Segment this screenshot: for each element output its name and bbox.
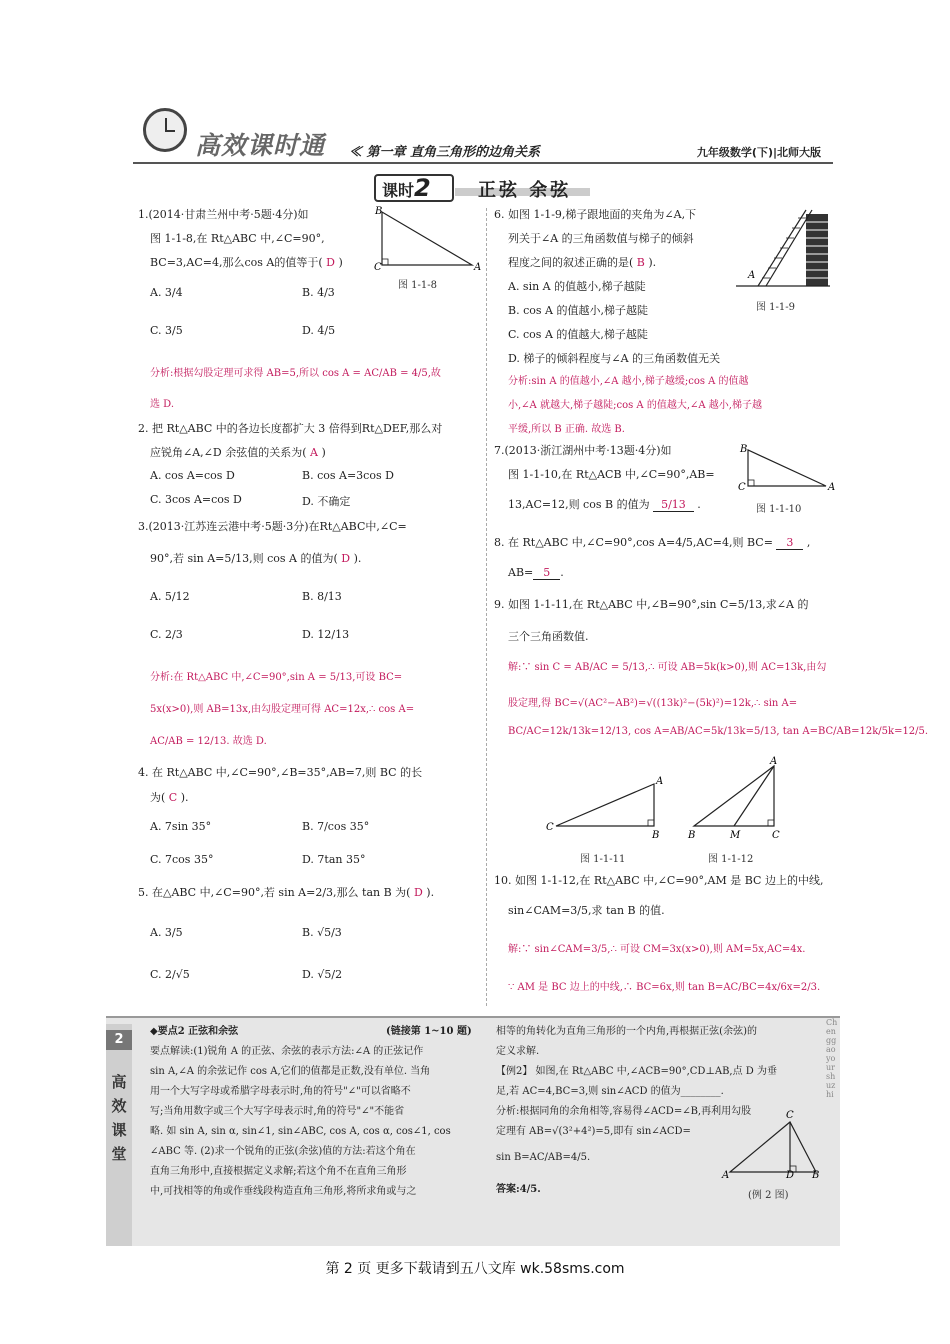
- q9-solution-line2: 股定理,得 BC=√(AC²−AB²)=√((13k)²−(5k)²)=12k,∴ sin A=: [508, 698, 798, 709]
- page-footer[interactable]: 第 2 页 更多下载请到五八文库 wk.58sms.com: [325, 1261, 625, 1277]
- q5-stem: 5. 在△ABC 中,∠C=90°,若 sin A=2/3,那么 tan B 为(: [138, 886, 411, 899]
- lesson-label: 课时: [382, 181, 415, 200]
- q9-line2: 三个三角函数值.: [508, 630, 589, 643]
- figure-caption-1-1-11: 图 1-1-11: [580, 854, 626, 865]
- lesson-badge: [374, 174, 454, 202]
- q3-option-d: D. 12/13: [302, 628, 350, 641]
- q1-option-d: D. 4/5: [302, 324, 336, 337]
- q1-stem: BC=3,AC=4,那么cos A的值等于(: [150, 256, 323, 269]
- example-2-analysis-3: sin B=AC/AB=4/5.: [496, 1152, 591, 1163]
- key-point-heading: ◆要点2 正弦和余弦: [150, 1026, 239, 1037]
- q6-analysis-line1: 分析:sin A 的值越小,∠A 越小,梯子越缓;cos A 的值越: [508, 376, 749, 387]
- q8-answer-bc: 3: [776, 536, 803, 550]
- figure-1-1-8: [374, 206, 482, 273]
- q6-option-d: D. 梯子的倾斜程度与∠A 的三角函数值无关: [508, 352, 721, 365]
- q3-analysis-line3: AC/AB = 12/13. 故选 D.: [150, 736, 267, 747]
- svg-text:A: A: [722, 1170, 730, 1181]
- q6-stem-end: ).: [648, 256, 657, 269]
- key-point-para-5: 略. 如 sin A, sin α, sin∠1, sin∠ABC, cos A, cos α, cos∠1, cos: [150, 1126, 451, 1137]
- q3-line1: 3.(2013·江苏连云港中考·5题·3分)在Rt△ABC中,∠C=: [138, 520, 407, 533]
- q3-stem: 90°,若 sin A=5/13,则 cos A 的值为(: [150, 552, 338, 565]
- q4-stem-end: ).: [180, 791, 189, 804]
- svg-text:D: D: [786, 1170, 795, 1181]
- lesson-number: 2: [414, 174, 431, 202]
- q1-analysis-line2: 选 D.: [150, 399, 175, 410]
- q9-line1: 9. 如图 1-1-11,在 Rt△ABC 中,∠B=90°,sin C=5/13,求∠A 的: [494, 598, 809, 611]
- q8-stem2: AB=: [508, 566, 534, 579]
- q6-analysis-line3: 平缓,所以 B 正确. 故选 B.: [508, 424, 625, 435]
- svg-text:B: B: [375, 206, 383, 217]
- q5-option-d: D. √5/2: [302, 968, 343, 981]
- q5-line1: [138, 884, 434, 900]
- svg-text:C: C: [786, 1110, 794, 1121]
- q6-answer: B: [636, 256, 645, 269]
- svg-text:B: B: [740, 444, 748, 455]
- q7-line3: 13,AC=12,则 cos B 的值为 5/13 .: [508, 498, 701, 511]
- chapter-title: ≪ 第一章 直角三角形的边角关系: [349, 145, 541, 160]
- q1-analysis-line1: 分析:根据勾股定理可求得 AB=5,所以 cos A = AC/AB = 4/5,故: [150, 368, 441, 379]
- q6-option-c: C. cos A 的值越大,梯子越陡: [508, 328, 648, 341]
- example-2-figure: [722, 1110, 824, 1181]
- q3-analysis-line2: 5x(x>0),则 AB=13x,由勾股定理可得 AC=12x,∴ cos A=: [150, 704, 415, 715]
- svg-text:C: C: [772, 830, 780, 841]
- q2-option-a: A. cos A=cos D: [150, 469, 235, 482]
- figure-1-1-12: [688, 756, 792, 841]
- q6-analysis-line2: 小,∠A 就越大,梯子越陡;cos A 的值越大,∠A 越小,梯子越: [508, 400, 762, 411]
- q6-line1: 6. 如图 1-1-9,梯子跟地面的夹角为∠A,下: [494, 208, 697, 221]
- example-2-answer: 答案:4/5.: [496, 1184, 541, 1195]
- svg-text:A: A: [474, 262, 482, 273]
- q8-stem: 8. 在 Rt△ABC 中,∠C=90°,cos A=4/5,AC=4,则 BC=: [494, 536, 773, 549]
- q1-option-b: B. 4/3: [302, 286, 335, 299]
- q1-stem-end: ): [338, 256, 343, 269]
- q8-line2: AB= 5 .: [508, 566, 564, 579]
- header: [133, 108, 833, 170]
- q3-option-b: B. 8/13: [302, 590, 342, 603]
- key-point-para-1: 要点解读:(1)锐角 A 的正弦、余弦的表示方法:∠A 的正弦记作: [150, 1046, 424, 1057]
- q6-line3: [508, 254, 656, 270]
- svg-text:B: B: [652, 830, 660, 841]
- q10-line1: 10. 如图 1-1-12,在 Rt△ABC 中,∠C=90°,AM 是 BC 边上的中线,: [494, 874, 824, 887]
- example-2-analysis-1: 分析:根据同角的余角相等,容易得∠ACD=∠B,再利用勾股: [496, 1106, 752, 1117]
- q4-option-c: C. 7cos 35°: [150, 853, 214, 866]
- q5-stem-end: ).: [426, 886, 435, 899]
- example-2-figure-caption: (例 2 图): [748, 1190, 789, 1201]
- q9-solution-line1: 解:∵ sin C = AB/AC = 5/13,∴ 可设 AB=5k(k>0),则 AC=13k,由勾: [508, 662, 827, 673]
- q1-line3: [150, 254, 343, 270]
- q3-analysis-line1: 分析:在 Rt△ABC 中,∠C=90°,sin A = 5/13,可设 BC=: [150, 672, 403, 683]
- q7-stem: 13,AC=12,则 cos B 的值为: [508, 498, 650, 511]
- svg-text:A: A: [656, 776, 664, 787]
- side-tab-label: 高效课堂: [111, 1073, 127, 1163]
- q5-option-c: C. 2/√5: [150, 968, 190, 981]
- q4-answer: C: [168, 791, 178, 804]
- svg-text:C: C: [738, 482, 746, 493]
- q6-option-a: A. sin A 的值越小,梯子越陡: [508, 280, 646, 293]
- q1-line2: 图 1-1-8,在 Rt△ABC 中,∠C=90°,: [150, 232, 325, 245]
- svg-text:A: A: [770, 756, 778, 767]
- q4-option-d: D. 7tan 35°: [302, 853, 366, 866]
- q3-option-c: C. 2/3: [150, 628, 183, 641]
- q4-option-a: A. 7sin 35°: [150, 820, 212, 833]
- q4-line1: 4. 在 Rt△ABC 中,∠C=90°,∠B=35°,AB=7,则 BC 的长: [138, 766, 423, 779]
- q2-line2: [150, 444, 326, 460]
- q7-line1: 7.(2013·浙江湖州中考·13题·4分)如: [494, 444, 672, 457]
- q2-answer: A: [309, 446, 318, 459]
- key-point-para-6: ∠ABC 等. (2)求一个锐角的正弦(余弦)值的方法:若这个角在: [150, 1146, 416, 1157]
- svg-text:B: B: [688, 830, 696, 841]
- q9-solution-line3: BC/AC=12k/13k=12/13, cos A=AB/AC=5k/13k=5/13, tan A=BC/AB=12k/5k=12/5.: [508, 726, 929, 737]
- key-point-para-2: sin A,∠A 的余弦记作 cos A,它们的值都是正数,没有单位. 当角: [150, 1066, 431, 1077]
- logo-text: 高效课时通: [195, 131, 326, 160]
- q5-option-b: B. √5/3: [302, 926, 342, 939]
- q4-stem: 为(: [150, 791, 166, 804]
- figure-1-1-11: [546, 776, 664, 841]
- key-point-para-7: 直角三角形中,直接根据定义求解;若这个角不在直角三角形: [150, 1166, 407, 1177]
- q3-answer: D: [341, 552, 351, 565]
- q5-answer: D: [413, 886, 423, 899]
- example-2-question: 足,若 AC=4,BC=3,则 sin∠ACD 的值为________.: [496, 1086, 724, 1097]
- q5-option-a: A. 3/5: [150, 926, 183, 939]
- q2-option-d: D. 不确定: [302, 495, 351, 508]
- side-tab: [106, 1024, 132, 1246]
- svg-text:A: A: [748, 270, 756, 281]
- svg-text:M: M: [730, 830, 741, 841]
- alarm-clock-icon: [143, 108, 187, 152]
- svg-text:C: C: [546, 822, 554, 833]
- key-point-para-4: 写;当角用数字或三个大写字母表示时,角的符号"∠"不能省: [150, 1106, 405, 1117]
- lesson-title: 正弦 余弦: [478, 180, 572, 201]
- example-2-stem: 【例2】 如图,在 Rt△ABC 中,∠ACB=90°,CD⊥AB,点 D 为垂: [496, 1066, 777, 1077]
- figure-caption-1-1-9: 图 1-1-9: [756, 302, 796, 313]
- q2-line1: 2. 把 Rt△ABC 中的各边长度都扩大 3 倍得到Rt△DEF,那么对: [138, 422, 443, 435]
- column-divider: [486, 208, 487, 1006]
- q1-line1: 1.(2014·甘肃兰州中考·5题·4分)如: [138, 208, 309, 221]
- q10-solution-line2: ∵ AM 是 BC 边上的中线,∴ BC=6x,则 tan B=AC/BC=4x/6x=2/3.: [508, 982, 821, 993]
- header-divider: [133, 162, 833, 164]
- q2-option-b: B. cos A=3cos D: [302, 469, 394, 482]
- q4-line2: [150, 789, 189, 805]
- key-point-para-3: 用一个大写字母或希腊字母表示时,角的符号"∠"可以省略不: [150, 1086, 411, 1097]
- side-english-text: Chenggao your shuzhi: [826, 1018, 838, 1099]
- q3-stem-end: ).: [353, 552, 362, 565]
- q6-stem: 程度之间的叙述正确的是(: [508, 256, 634, 269]
- figure-1-1-10: [738, 444, 836, 493]
- key-point-link: (链接第 1~10 题): [386, 1026, 472, 1037]
- figure-caption-1-1-12: 图 1-1-12: [708, 854, 754, 865]
- key-point-right-1: 相等的角转化为直角三角形的一个内角,再根据正弦(余弦)的: [496, 1026, 757, 1037]
- example-2-analysis-2: 定理有 AB=√(3²+4²)=5,即有 sin∠ACD=: [496, 1126, 691, 1137]
- q3-line2: [150, 550, 361, 566]
- q10-solution-line1: 解:∵ sin∠CAM=3/5,∴ 可设 CM=3x(x>0),则 AM=5x,AC=4x.: [508, 944, 806, 955]
- q2-stem: 应锐角∠A,∠D 余弦值的关系为(: [150, 446, 307, 459]
- svg-text:A: A: [828, 482, 836, 493]
- figure-1-1-9-ladder: [736, 206, 836, 290]
- q1-option-c: C. 3/5: [150, 324, 183, 337]
- q4-option-b: B. 7/cos 35°: [302, 820, 370, 833]
- q7-answer: 5/13: [653, 498, 694, 512]
- q8-line1: 8. 在 Rt△ABC 中,∠C=90°,cos A=4/5,AC=4,则 BC= 3 ,: [494, 536, 811, 549]
- q1-option-a: A. 3/4: [150, 286, 183, 299]
- grade-label: 九年级数学(下)|北师大版: [696, 146, 821, 159]
- key-point-para-8: 中,可找相等的角或作垂线段构造直角三角形,将所求角或与之: [150, 1186, 417, 1197]
- figure-caption-1-1-8: 图 1-1-8: [398, 280, 438, 291]
- q6-option-b: B. cos A 的值越小,梯子越陡: [508, 304, 648, 317]
- q7-line2: 图 1-1-10,在 Rt△ACB 中,∠C=90°,AB=: [508, 468, 715, 481]
- svg-text:C: C: [374, 262, 382, 273]
- key-point-right-2: 定义求解.: [496, 1046, 540, 1057]
- svg-text:B: B: [812, 1170, 820, 1181]
- q8-answer-ab: 5: [533, 566, 560, 580]
- q2-stem-end: ): [321, 446, 326, 459]
- side-page-number: 2: [106, 1030, 132, 1050]
- q6-line2: 列关于∠A 的三角函数值与梯子的倾斜: [508, 232, 694, 245]
- q2-option-c: C. 3cos A=cos D: [150, 493, 242, 506]
- q10-line2: sin∠CAM=3/5,求 tan B 的值.: [508, 904, 665, 917]
- q3-option-a: A. 5/12: [150, 590, 190, 603]
- q1-answer: D: [326, 256, 335, 269]
- figure-caption-1-1-10: 图 1-1-10: [756, 504, 802, 515]
